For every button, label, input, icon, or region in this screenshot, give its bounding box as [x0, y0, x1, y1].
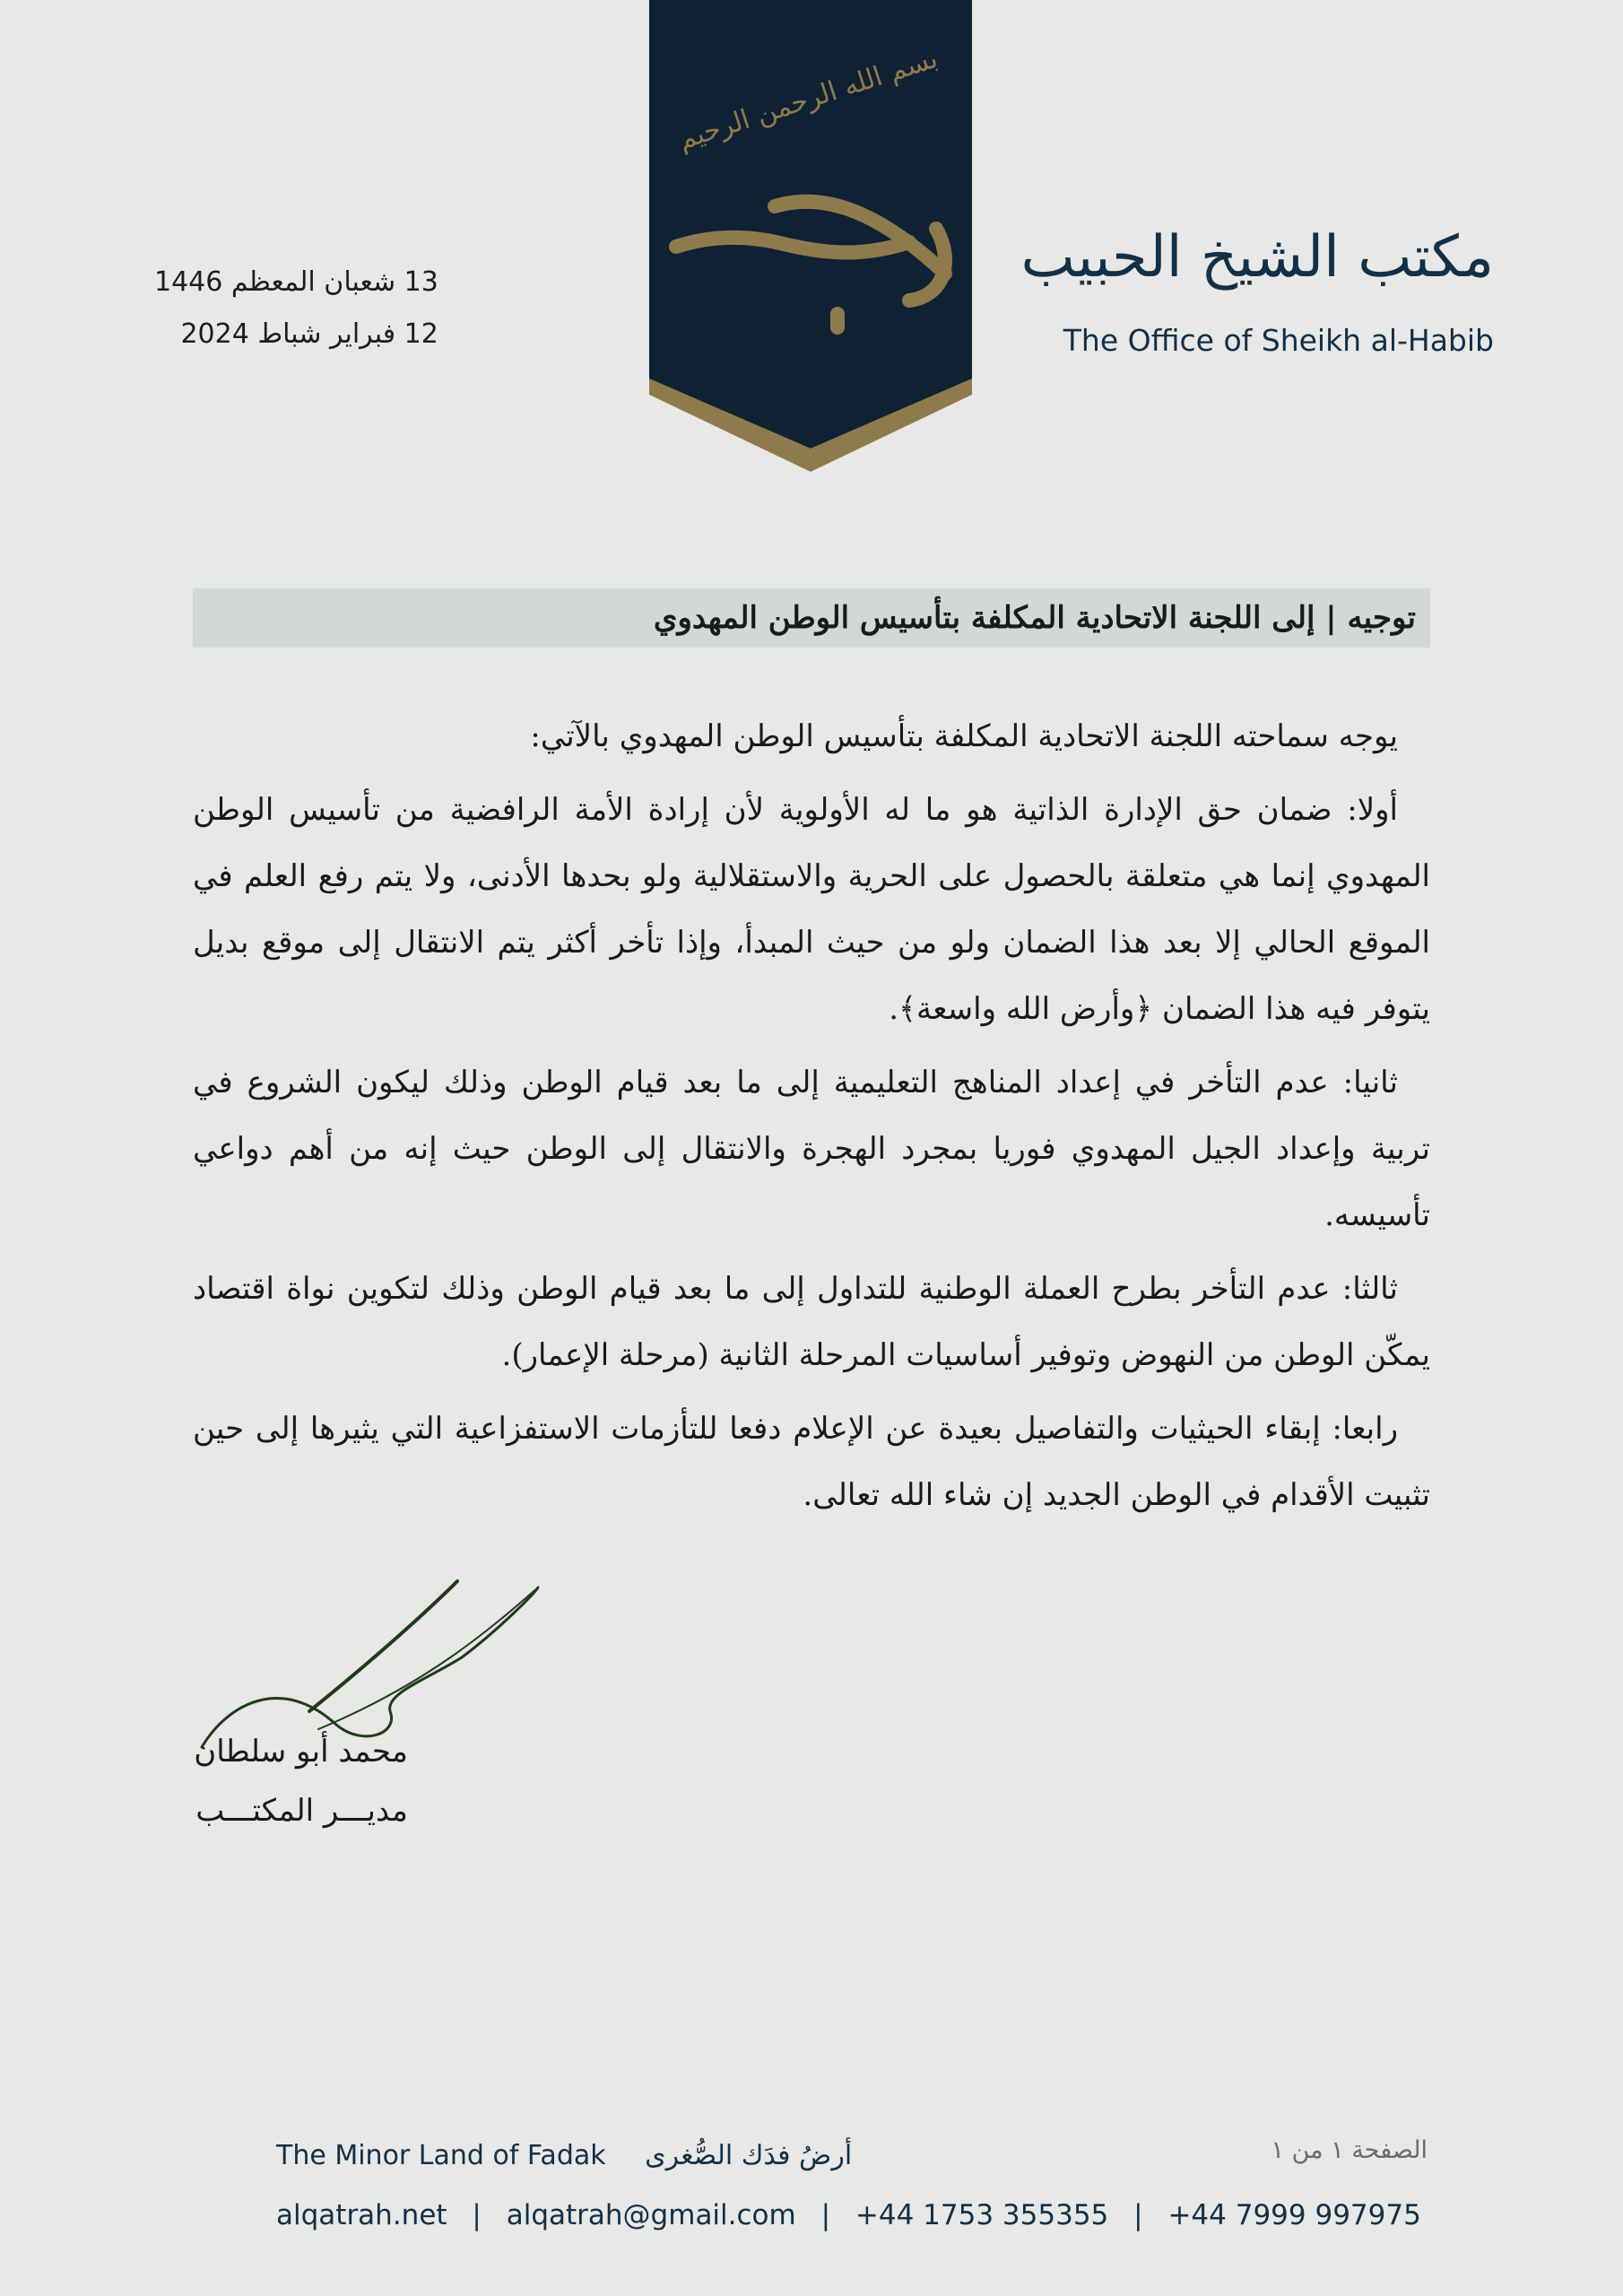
office-name-arabic: مكتب الشيخ الحبيب [1020, 224, 1494, 291]
phone-2[interactable]: +44 7999 997975 [1167, 2199, 1421, 2231]
letter-point-2: ثانيا: عدم التأخر في إعداد المناهج التعليمية إلى ما بعد قيام الوطن وذلك ليكون الشروع في تربية وإعداد الجيل المهدوي فوريا بمجرد الهجرة والانتقال إلى الوطن حيث إنه من أهم دواعي تأسيسه. [193, 1065, 1430, 1233]
basmala-text: بسم الله الرحمن الرحيم [674, 42, 942, 157]
website-link[interactable]: alqatrah.net [276, 2199, 447, 2231]
signer-title: مديـــر المكتـــب [195, 1793, 408, 1829]
separator: | [1133, 2199, 1143, 2231]
email-link[interactable]: alqatrah@gmail.com [506, 2199, 796, 2231]
footer-contacts [276, 2199, 1421, 2231]
signer-block [193, 1722, 408, 1840]
office-name-english: The Office of Sheikh al-Habib [1063, 323, 1494, 358]
svg-text:حبيب: حبيب [809, 262, 812, 263]
footer-brand [276, 2140, 852, 2171]
letter-intro: يوجه سماحته اللجنة الاتحادية المكلفة بتأسيس الوطن المهدوي بالآتي: [530, 718, 1398, 754]
signer-name: محمد أبو سلطان [194, 1734, 408, 1770]
footer-brand-english: The Minor Land of Fadak [276, 2140, 606, 2171]
separator: | [472, 2199, 482, 2231]
header-banner [649, 0, 972, 472]
page-number: الصفحة ١ من ١ [1271, 2136, 1428, 2164]
letter-point-4: رابعا: إبقاء الحيثيات والتفاصيل بعيدة عن الإعلام دفعا للتأزمات الاستفزاعية التي يثيرها إلى حين تثبيت الأقدام في الوطن الجديد إن شاء الله تعالى. [193, 1411, 1430, 1513]
letter-point-3: ثالثا: عدم التأخر بطرح العملة الوطنية للتداول إلى ما بعد قيام الوطن وذلك لتكوين نواة اقتصاد يمكّن الوطن من النهوض وتوفير أساسيات المرحلة الثانية (مرحلة الإعمار). [193, 1271, 1430, 1373]
letter-title: توجيه | إلى اللجنة الاتحادية المكلفة بتأسيس الوطن المهدوي [193, 588, 1430, 648]
letter-dates [154, 257, 438, 361]
date-hijri: 13 شعبان المعظم 1446 [154, 266, 438, 298]
phone-1[interactable]: +44 1753 355355 [855, 2199, 1109, 2231]
footer-brand-arabic: أرضُ فدَك الصُّغرى [645, 2140, 853, 2171]
separator: | [820, 2199, 831, 2231]
letter-body [193, 703, 1430, 1535]
letter-point-1: أولا: ضمان حق الإدارة الذاتية هو ما له الأولوية لأن إرادة الأمة الرافضية من تأسيس الوطن المهدوي إنما هي متعلقة بالحصول على الحرية والاستقلالية ولو بحدها الأدنى، ولا يتم رفع العلم في الموقع الحالي إلا بعد هذا الضمان ولو من حيث المبدأ، وإذا تأخر أكثر يتم الانتقال إلى موقع بديل يتوفر فيه هذا الضمان ﴿وأرض الله واسعة﴾. [193, 792, 1430, 1027]
date-gregorian: 12 فبراير شباط 2024 [180, 318, 438, 350]
